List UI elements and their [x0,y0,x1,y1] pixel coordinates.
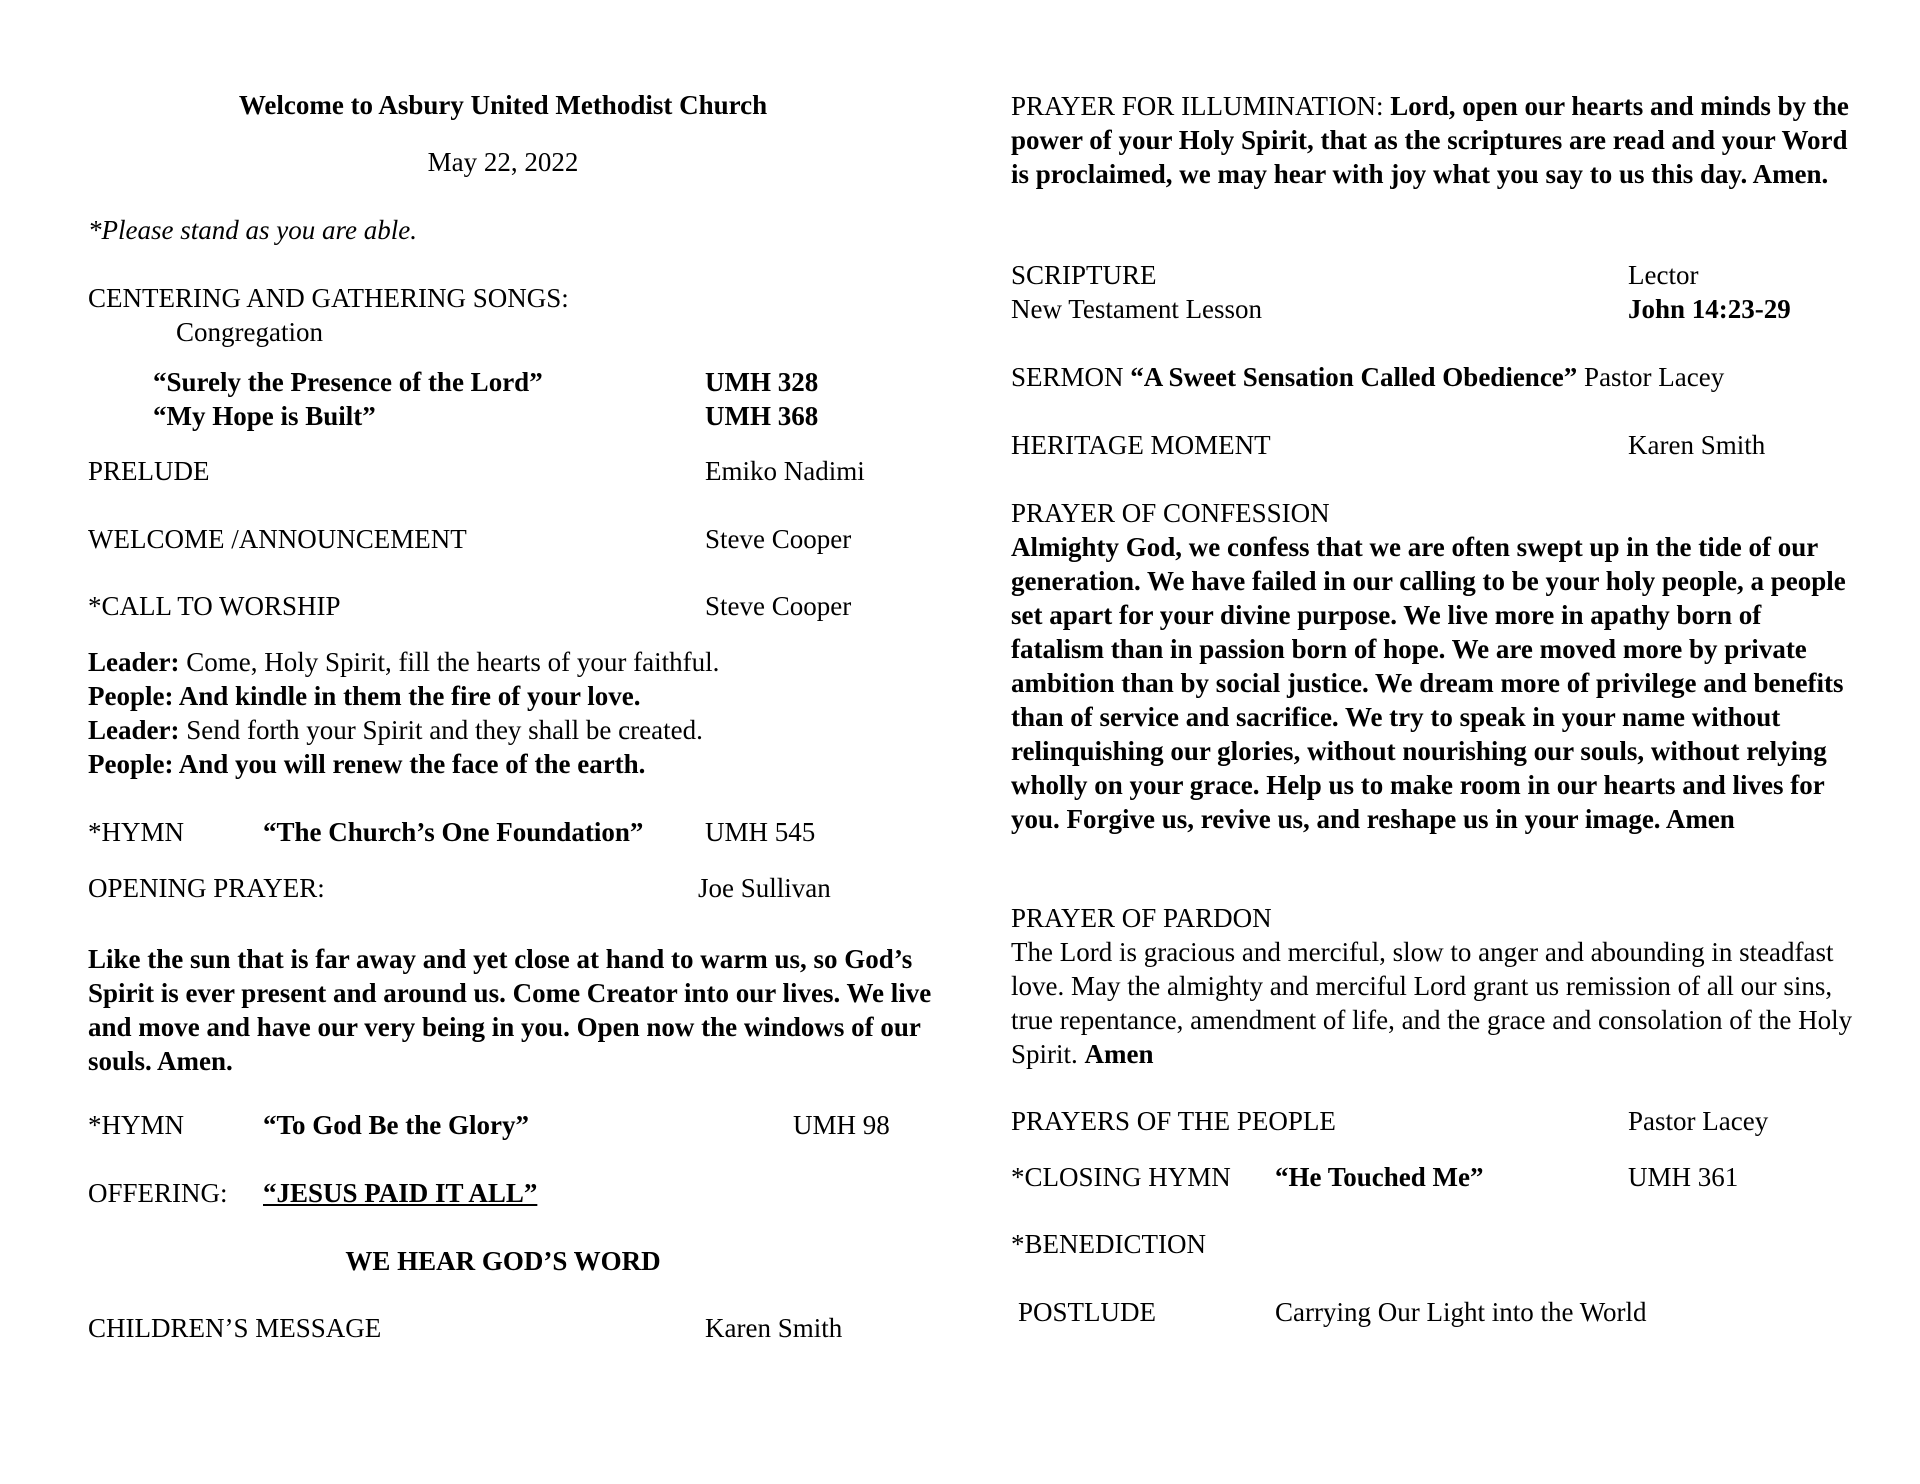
litany-text: And kindle in them the fire of your love. [173,681,641,711]
illumination-label: PRAYER FOR ILLUMINATION: [1011,91,1391,121]
offering-label: OFFERING: [88,1178,228,1208]
scripture-lesson: New Testament Lesson [1011,294,1263,324]
hymn-ref: UMH 98 [793,1110,890,1140]
litany-text: And you will renew the face of the earth. [173,749,646,779]
prelude-leader: Emiko Nadimi [705,456,865,486]
prelude-label: PRELUDE [88,456,210,486]
litany-text: Send forth your Spirit and they shall be created. [179,715,703,745]
heritage-label: HERITAGE MOMENT [1011,430,1271,460]
prayers-of-people-leader: Pastor Lacey [1628,1106,1769,1136]
litany-speaker: People: [88,749,174,779]
heritage-leader: Karen Smith [1628,430,1766,460]
prayers-of-people-label: PRAYERS OF THE PEOPLE [1011,1106,1336,1136]
confession-text: Almighty God, we confess that we are often swept up in the tide of our generation. We have failed in our calling to be your holy people, a people set apart for your divine purpose. We live more in apathy born of fatalism than in passion born of hope. We are moved more by private ambition than by social justice. We dream more of privilege and benefits than of service and sacrifice. We try to speak in your name without relinquishing our glories, without nourishing our souls, without relying wholly on your grace. Help us to make room in our hearts and lives for you. Forgive us, revive us, and reshape us in your image. Amen [1011,532,1846,834]
litany-line [88,679,641,713]
bulletin-title: Welcome to Asbury United Methodist Church [238,90,768,120]
litany-text: Come, Holy Spirit, fill the hearts of your faithful. [179,647,720,677]
welcome-leader: Steve Cooper [705,524,852,554]
scripture-reference: John 14:23-29 [1628,294,1791,324]
litany-line [88,645,719,679]
pardon-block [1011,935,1858,1071]
childrens-message-label: CHILDREN’S MESSAGE [88,1313,382,1343]
hymn-ref: UMH 545 [705,817,816,847]
closing-hymn-title: “He Touched Me” [1275,1162,1484,1192]
sermon-line [1011,360,1724,394]
section-heading: WE HEAR GOD’S WORD [345,1246,661,1276]
pardon-amen: Amen [1084,1039,1154,1069]
hymn-label: *HYMN [88,817,185,847]
litany-line [88,747,645,781]
benediction-label: *BENEDICTION [1011,1229,1206,1259]
song-title: “My Hope is Built” [153,401,376,431]
pardon-text: The Lord is gracious and merciful, slow to anger and abounding in steadfast love. May the almighty and merciful Lord grant us remission of all our sins, true repentance, amendment of life, and the grace and consolation of the Holy Spirit. [1011,937,1853,1069]
sermon-title: “A Sweet Sensation Called Obedience” [1130,362,1578,392]
childrens-message-leader: Karen Smith [705,1313,843,1343]
scripture-reader: Lector [1628,260,1699,290]
closing-hymn-label: *CLOSING HYMN [1011,1162,1231,1192]
pardon-label: PRAYER OF PARDON [1011,903,1272,933]
opening-prayer-text: Like the sun that is far away and yet close at hand to warm us, so God’s Spirit is ever present and around us. Come Creator into our lives. We live and move and have our very being in you. Open now the windows of our souls. Amen. [88,944,932,1076]
illumination-text: Lord, open our hearts and minds by the power of your Holy Spirit, that as the scriptures are read and your Word is proclaimed, we may hear with joy what you say to us this day. Amen. [1011,91,1849,189]
welcome-label: WELCOME /ANNOUNCEMENT [88,524,467,554]
stand-note: *Please stand as you are able. [88,215,417,245]
sermon-label: SERMON [1011,362,1131,392]
opening-prayer-leader: Joe Sullivan [698,873,831,903]
closing-hymn-ref: UMH 361 [1628,1162,1739,1192]
sermon-preacher: Pastor Lacey [1577,362,1725,392]
song-title: “Surely the Presence of the Lord” [153,367,543,397]
litany-speaker: Leader: [88,647,180,677]
call-to-worship-label: *CALL TO WORSHIP [88,591,341,621]
confession-label: PRAYER OF CONFESSION [1011,498,1330,528]
illumination-block [1011,89,1856,191]
litany-line [88,713,703,747]
centering-heading: CENTERING AND GATHERING SONGS: [88,283,569,313]
litany-speaker: People: [88,681,174,711]
opening-prayer-label: OPENING PRAYER: [88,873,325,903]
centering-sub: Congregation [176,317,323,347]
service-date: May 22, 2022 [427,147,579,177]
song-ref: UMH 328 [705,367,819,397]
postlude-title: Carrying Our Light into the World [1275,1297,1647,1327]
scripture-label: SCRIPTURE [1011,260,1157,290]
hymn-title: “The Church’s One Foundation” [263,817,644,847]
song-ref: UMH 368 [705,401,819,431]
offering-title: “JESUS PAID IT ALL” [263,1178,538,1208]
litany-speaker: Leader: [88,715,180,745]
hymn-label: *HYMN [88,1110,185,1140]
call-to-worship-leader: Steve Cooper [705,591,852,621]
postlude-label: POSTLUDE [1018,1297,1157,1327]
hymn-title: “To God Be the Glory” [263,1110,530,1140]
